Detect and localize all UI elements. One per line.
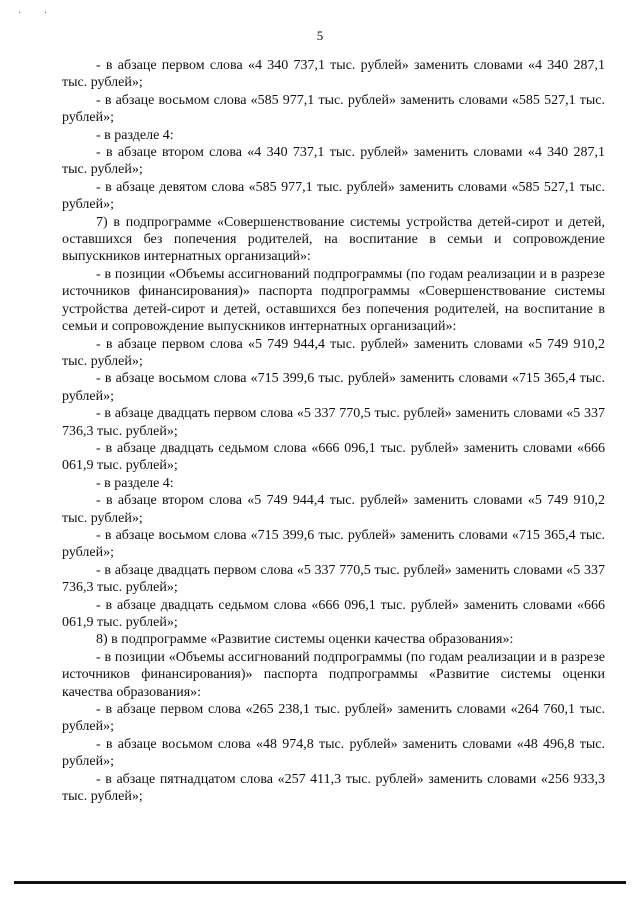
document-body: [62, 57, 605, 805]
amendment-paragraph: - в абзаце первом слова «4 340 737,1 тыс. рублей» заменить словами «4 340 287,1 тыс. рублей»;: [62, 58, 605, 91]
amendment-paragraph: - в абзаце двадцать седьмом слова «666 096,1 тыс. рублей» заменить словами «666 061,9 тыс. рублей»;: [62, 440, 605, 474]
page-number: 5: [316, 28, 324, 43]
position-paragraph: - в позиции «Объемы ассигнований подпрограммы (по годам реализации и в разрезе источников финансирования)» паспорта подпрограммы «Совершенствование системы устройства детей-сирот и детей, оставшихся без попечения родителей, на воспитание в семьи и сопровождение выпускников интернатных организаций»:: [62, 266, 605, 335]
subprogram-item: 7) в подпрограмме «Совершенствование системы устройства детей-сирот и детей, оставшихся без попечения родителей, на воспитание в семьи и сопровождение выпускников интернатных организаций»:: [62, 214, 605, 265]
amendment-paragraph: - в абзаце двадцать седьмом слова «666 096,1 тыс. рублей» заменить словами «666 061,9 тыс. рублей»;: [62, 597, 605, 630]
amendment-paragraph: - в абзаце восьмом слова «48 974,8 тыс. рублей» заменить словами «48 496,8 тыс. рублей»;: [62, 736, 605, 770]
subprogram-item: 8) в подпрограмме «Развитие системы оценки качества образования»:: [96, 632, 514, 648]
scan-marks: · ·: [18, 8, 58, 19]
amendment-paragraph: - в абзаце первом слова «5 749 944,4 тыс. рублей» заменить словами «5 749 910,2 тыс. рублей»;: [62, 336, 605, 369]
amendment-paragraph: - в абзаце двадцать первом слова «5 337 770,5 тыс. рублей» заменить словами «5 337 736,3 тыс. рублей»;: [62, 406, 605, 439]
position-paragraph: - в позиции «Объемы ассигнований подпрограммы (по годам реализации и в разрезе источников финансирования)» паспорта подпрограммы «Развитие системы оценки качества образования»:: [62, 649, 605, 700]
amendment-paragraph: - в абзаце восьмом слова «715 399,6 тыс. рублей» заменить словами «715 365,4 тыс. рублей»;: [62, 527, 605, 561]
amendment-paragraph: - в абзаце втором слова «4 340 737,1 тыс. рублей» заменить словами «4 340 287,1 тыс. рублей»;: [62, 145, 605, 178]
amendment-paragraph: - в абзаце восьмом слова «715 399,6 тыс. рублей» заменить словами «715 365,4 тыс. рублей»;: [62, 371, 605, 404]
amendment-paragraph: - в абзаце девятом слова «585 977,1 тыс. рублей» заменить словами «585 527,1 тыс. рублей»;: [62, 179, 605, 213]
amendment-paragraph: - в абзаце первом слова «265 238,1 тыс. рублей» заменить словами «264 760,1 тыс. рублей»;: [62, 702, 605, 735]
amendment-paragraph: - в абзаце пятнадцатом слова «257 411,3 тыс. рублей» заменить словами «256 933,3 тыс. рублей»;: [62, 771, 605, 805]
amendment-paragraph: - в абзаце восьмом слова «585 977,1 тыс. рублей» заменить словами «585 527,1 тыс. рублей»;: [62, 92, 605, 126]
section-heading: - в разделе 4:: [96, 475, 174, 491]
amendment-paragraph: - в абзаце двадцать первом слова «5 337 770,5 тыс. рублей» заменить словами «5 337 736,3 тыс. рублей»;: [62, 562, 605, 596]
bottom-divider: [14, 881, 626, 884]
section-heading: - в разделе 4:: [96, 127, 174, 143]
amendment-paragraph: - в абзаце втором слова «5 749 944,4 тыс. рублей» заменить словами «5 749 910,2 тыс. рублей»;: [62, 493, 605, 526]
